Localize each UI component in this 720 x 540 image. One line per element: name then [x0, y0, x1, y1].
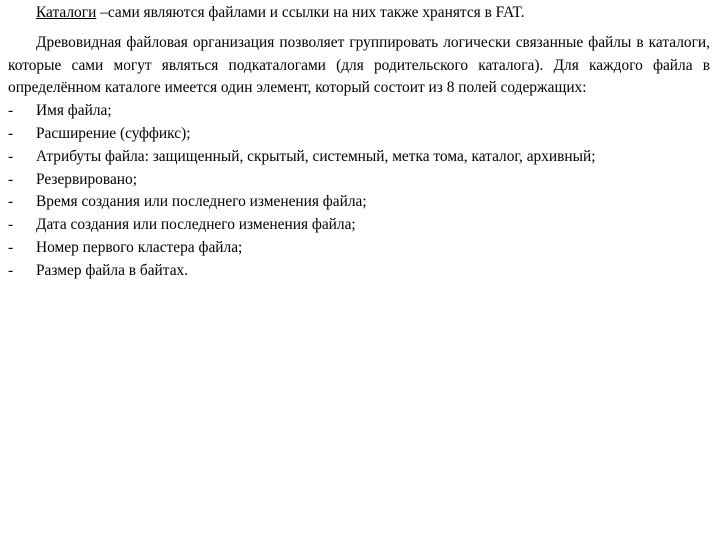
bullet-dash: -: [8, 147, 14, 165]
bullet-dash: -: [8, 124, 14, 142]
list-item: [8, 237, 710, 260]
list-item: [8, 260, 710, 283]
list-item: [8, 191, 710, 214]
bullet-dash: -: [8, 193, 14, 211]
bullet-dash: -: [8, 102, 14, 120]
bullet-dash: -: [8, 170, 14, 188]
bullet-dash: -: [8, 261, 14, 279]
list-item: [8, 146, 710, 169]
list-item-text: Резервировано;: [36, 170, 137, 188]
list-item-text: Расширение (суффикс);: [36, 124, 191, 142]
list-item-text: Дата создания или последнего изменения файла;: [36, 216, 356, 234]
list-item: [8, 123, 710, 146]
list-item: [8, 214, 710, 237]
list-item: [8, 100, 710, 123]
intro-text: –сами являются файлами и ссылки на них также хранятся в FAT.: [96, 4, 525, 21]
catalogs-link[interactable]: Каталоги: [36, 4, 97, 21]
file-entry-fields-list: [8, 100, 710, 282]
bullet-dash: -: [8, 238, 14, 256]
list-item-text: Размер файла в байтах.: [36, 261, 189, 279]
document-page: [8, 2, 710, 283]
list-item-text: Атрибуты файла: защищенный, скрытый, системный, метка тома, каталог, архивный;: [36, 147, 596, 165]
list-item-text: Время создания или последнего изменения файла;: [36, 193, 367, 211]
list-item: [8, 169, 710, 192]
description-paragraph: Древовидная файловая организация позволяет группировать логически связанные файлы в каталоги, которые сами могут являться подкаталогами (для родительского каталога). Для каждого файла в определённом каталоге имеется один элемент, который состоит из 8 полей содержащих:: [8, 33, 710, 97]
bullet-dash: -: [8, 216, 14, 234]
list-item-text: Номер первого кластера файла;: [36, 238, 243, 256]
list-item-text: Имя файла;: [36, 102, 112, 120]
intro-paragraph: [8, 2, 710, 25]
